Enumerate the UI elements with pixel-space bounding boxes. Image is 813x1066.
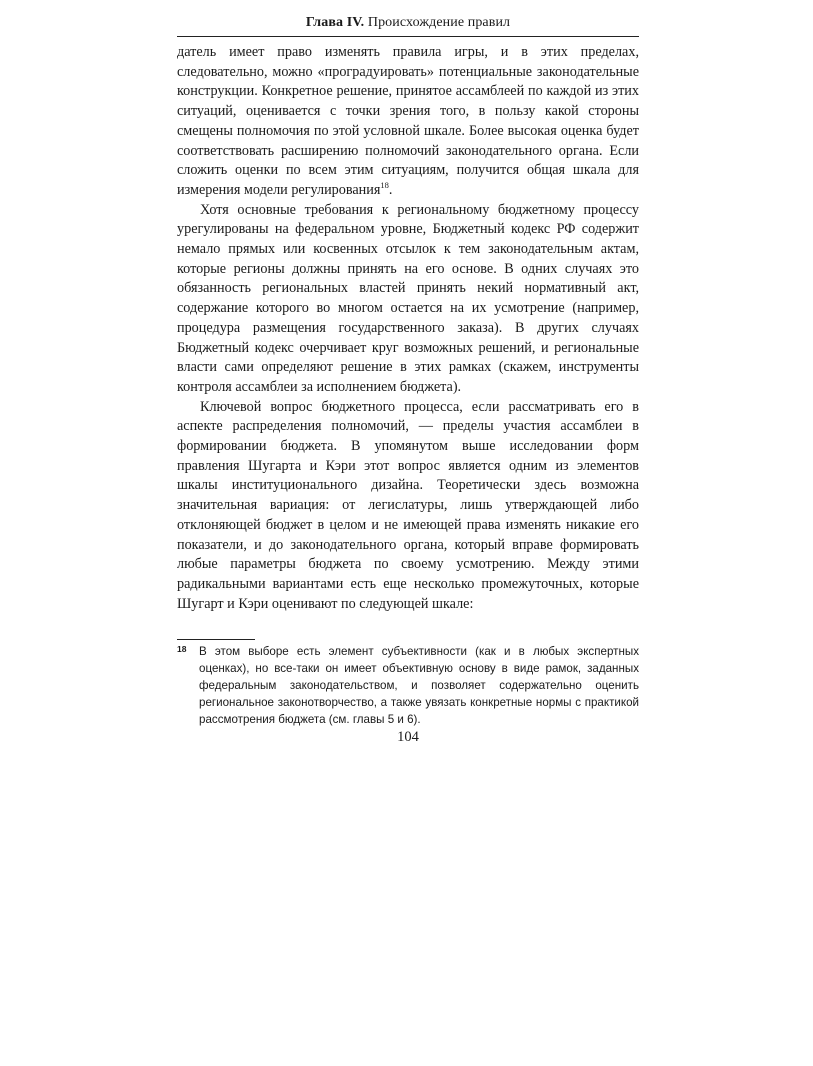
- paragraph-1: [177, 43, 639, 201]
- footnote-mark: 18: [177, 644, 187, 654]
- body-text: [177, 43, 639, 614]
- page-number: 104: [397, 729, 419, 745]
- chapter-title: Происхождение правил: [367, 15, 511, 30]
- paragraph-1-text: датель имеет право изменять правила игры, и в этих пределах, следовательно, можно «проградуировать» потенциальные законодательные конструкции. Конкретное решение, принятое ассамблеей по каждой из этих ситуаций, оценивается с точки зрения того, в пользу какой стороны смещены полномочия по этой условной шкале. Более высокая оценка будет соответствовать расширению полномочий законодательного органа. Если сложить оценки по всем этим ситуациям, получится общая шкала для измерения модели регулирования: [177, 44, 639, 198]
- chapter-label: Глава IV.: [305, 15, 365, 30]
- paragraph-2: Хотя основные требования к региональному бюджетному процессу урегулированы на федеральном уровне, Бюджетный кодекс РФ содержит немало прямых или косвенных отсылок к тем законодательным актам, которые регионы должны принять на его основе. В одних случаях это обязанность региональных властей принять некий нормативный акт, содержание которого во многом остается на их усмотрение (например, процедура размещения государственного заказа). В других случаях Бюджетный кодекс очерчивает круг возможных решений, и региональные власти сами определяют решение в этих рамках (скажем, инструменты контроля ассамблеи за исполнением бюджета).: [177, 201, 639, 395]
- footnote: [177, 643, 639, 728]
- paragraph-3: Ключевой вопрос бюджетного процесса, если рассматривать его в аспекте распределения полномочий, — пределы участия ассамблеи в формировании бюджета. В упомянутом выше исследовании форм правления Шугарта и Кэри этот вопрос является одним из элементов шкалы институционального дизайна. Теоретически здесь возможна значительная вариация: от легислатуры, лишь утверждающей либо отклоняющей бюджет в целом и не имеющей права изменять никакие его показатели, и до законодательного органа, который вправе формировать любые параметры бюджета по своему усмотрению. Между этими радикальными вариантами есть еще несколько промежуточных, которые Шугарт и Кэри оценивают по следующей шкале:: [177, 398, 639, 612]
- footnote-text: В этом выборе есть элемент субъективности (как и в любых экспертных оценках), но все-таки он имеет объективную основу в виде рамок, заданных федеральным законодательством, и позволяет содержательно оценить региональное законотворчество, а также увязать конкретные нормы с практикой рассмотрения бюджета (см. главы 5 и 6).: [199, 645, 639, 726]
- footnote-reference[interactable]: 18: [380, 179, 389, 190]
- paragraph-1-end: .: [388, 181, 393, 198]
- running-head: [177, 14, 639, 32]
- footnote-rule: [177, 639, 255, 640]
- header-rule: [177, 36, 639, 37]
